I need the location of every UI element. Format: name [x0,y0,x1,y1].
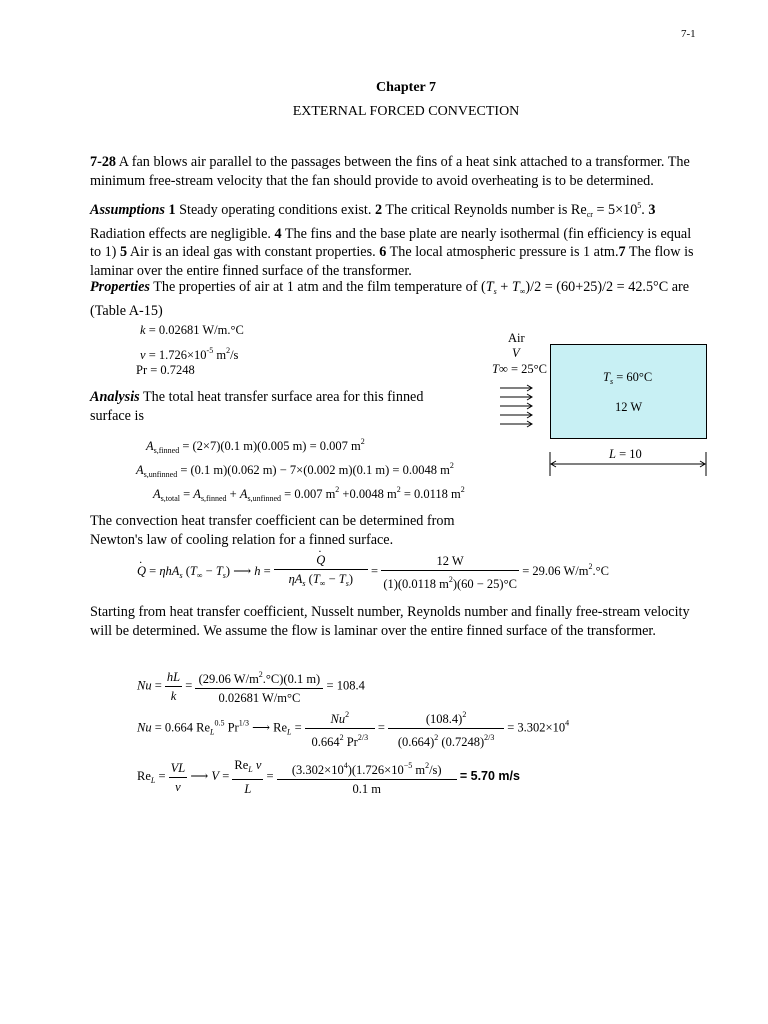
convection-paragraph: The convection heat transfer coefficient can be determined from Newton's law of cooling relation for a finned surface. [90,513,455,548]
h-eq-numerator: 12 W [381,553,519,571]
assumption-value: = 5×10 [596,202,638,218]
h-eq-denominator: (1)(0.0118 m [383,576,449,591]
assumption-number: 3 [648,202,656,218]
nu-eq-denominator: 0.02681 W/m°C [218,691,301,705]
assumption-text: The critical Reynolds number is Re [385,202,587,218]
analysis-paragraph [90,388,460,425]
area-total-a: = 0.007 m [284,487,336,501]
nu-eq-result: = 108.4 [326,678,365,693]
area-unfinned-equation: $A_{s,unfinned} = (0.1$ m)(0.062 m) − 7×(0.002 m)(0.1 m) = 0.0048 $m^2$ [136,461,454,479]
figure-power: 12 W [615,400,643,414]
chapter-title: EXTERNAL FORCED CONVECTION [292,104,520,119]
chapter-heading: Chapter 7 [375,80,437,95]
properties-text: The properties of air at 1 atm and the film temperature of ( [153,279,486,295]
re-eq-prefix: = 0.664 Re [154,720,211,735]
area-total-equation: $A_{s,total} = A_{s,finned} + A_{s,unfinned} = 0.007$ $m^2 +0.0048$ $m^2 = 0.0118$ $m^2$ [153,485,465,503]
property-nu-exp: -5 [206,346,214,355]
assumption-text: The flow is laminar over the entire finned surface of the transformer. [90,244,694,279]
assumption-subscript: cr [586,210,593,219]
h-equation: Q · = ηhA$_s$ $(T_\infty - T_s)$ ⟶ h = $\frac{Q \cdot}{\eta A_s (T_\infty - T_s)}$ = $\frac{12 W}{(1)(0.0118 m^2)(60 - 25)^\circ C}$ = 29.06 $W/m^2.^\circ C$ [137,552,609,592]
assumption-number: 2 [374,202,383,218]
assumption-number: 1 [168,202,176,218]
property-k: k = 0.02681 W/m.°C [140,323,244,337]
assumption-text: Steady operating conditions exist. [179,202,372,218]
assumptions-paragraph: Assumptions 1 Steady operating conditions exist. 2 The critical Reynolds number is $Re_{cr} = 5\times 10^5$. 3 Radiation effects are negligible. 4 The fins and the base plate are nearly isothermal (fin efficiency is equal to 1) 5 Air is an ideal gas with constant properties. 6 The local atmospheric pressure is 1 atm.7 The flow is laminar over the entire finned surface of the transformer. [90,201,694,279]
problem-number: 7-28 [90,154,117,170]
property-nu-units: m [216,348,227,362]
velocity-result: = 5.70 m/s [459,768,520,783]
h-eq-result: = 29.06 W/m [522,563,589,578]
assumption-number: 4 [274,225,282,242]
re-eq-den-b: (0.664) [397,735,435,749]
area-finned-value: = (2×7)(0.1 m)(0.005 m) = 0.007 m [182,439,361,453]
v-eq-num-c: /s) [429,762,442,777]
nu-eq-numerator-end: .°C)(0.1 m) [262,672,321,686]
air-flow-arrows-icon [498,384,540,430]
figure-length: L = 10 [609,447,642,461]
area-total-b: +0.0048 m [342,487,397,501]
transformer-block [550,344,707,439]
assumption-number: 7 [618,244,626,260]
figure-tinf-value: = 25°C [511,362,548,376]
analysis-text: The total heat transfer surface area for this finned surface is [90,389,424,424]
figure-length-value: = 10 [619,447,642,461]
v-eq-num-a: (3.302×10 [291,762,344,777]
page-number: 7-1 [681,28,696,40]
figure-air-label: Air [508,331,525,345]
velocity-equation: $Re_L$ = $\frac{VL}{\nu}$ ⟶ V = $\frac{Re_L \nu}{L}$ = $\frac{(3.302\times 10^4)(1.726\times 10^{-5} m^2/s)}{0.1 m}$ = 5.70 m/s [137,758,520,796]
re-eq-den-c: (0.7248) [441,735,485,749]
assumption-text: The local atmospheric pressure is 1 atm. [389,244,619,260]
properties-label: Properties [90,279,150,295]
reynolds-equation: Nu = 0.664 $Re_L^{0.5}$ $Pr^{1/3}$ ⟶ $Re_L$ = $\frac{Nu^2}{0.664^2 Pr^{2/3}}$ = $\frac{(108.4)^2}{(0.664)^2 (0.7248)^{2/3}}$ = $3.302\times 10^4$ [137,707,569,750]
assumption-number: 6 [379,244,387,260]
nu-eq-numerator: (29.06 W/m [198,672,259,686]
property-nu-value: = 1.726×10 [148,348,207,362]
h-eq-result-units: .°C [592,563,609,578]
problem-text: A fan blows air parallel to the passages between the fins of a heat sink attached to a transformer. The minimum free-stream velocity that the fan should provide to avoid overheating is to be determined. [90,154,690,189]
h-eq-denominator-end: )(60 − 25)°C [452,576,517,591]
method-paragraph: Starting from heat transfer coefficient, Nusselt number, Reynolds number and finally free-stream velocity will be determined. We assume the flow is laminar over the entire finned surface of the transformer. [90,604,690,639]
re-eq-numerator: (108.4) [425,712,463,726]
re-eq-den-a: 0.664 [311,735,340,749]
assumption-exponent: 5 [637,201,642,210]
figure-velocity-label: V [512,346,520,360]
figure-tinf: T∞ = 25°C [492,362,548,376]
v-eq-num-b: )(1.726×10 [347,762,404,777]
property-nu-units-end: /s [230,348,239,362]
re-eq-result: = 3.302×10 [507,720,566,735]
assumption-text: Radiation effects are negligible. [90,225,271,242]
area-total-c: = 0.0118 m [403,487,461,501]
figure-ts-value: = 60°C [616,370,653,384]
properties-paragraph: Properties The properties of air at 1 atm and the film temperature of $(T_s + T_\infty)/2 = (60+25)/2 = 42.5^\circ C$ are (Table A-15) [90,279,690,319]
area-unfinned-value: = (0.1 m)(0.062 m) − 7×(0.002 m)(0.1 m) = 0.0048 m [180,463,450,477]
property-k-value: = 0.02681 W/m.°C [148,323,244,337]
properties-text-end: )/2 = (60+25)/2 = 42.5°C are (Table A-15) [90,279,690,319]
analysis-label: Analysis [90,389,140,405]
assumption-number: 5 [119,244,128,260]
property-nu: $\nu = 1.726\times 10^{-5}$ $m^2/s$ [140,346,239,362]
area-finned-equation: $A_{s,finned} = (2\times 7)(0.1$ m)(0.005 m) = 0.007 $m^2$ [146,437,365,455]
nusselt-equation: Nu = $\frac{hL}{k}$ = $\frac{(29.06 W/m^2.^\circ C)(0.1 m)}{0.02681 W/m^\circ C}$ = 108.4 [137,667,365,706]
property-pr: Pr = 0.7248 [136,363,195,377]
assumption-text: The fins and the base plate are nearly isothermal (fin efficiency is equal to 1) [90,225,692,260]
problem-statement [90,153,704,190]
v-eq-denominator: 0.1 m [352,781,381,796]
assumption-text: Air is an ideal gas with constant properties. [129,244,376,260]
assumptions-label: Assumptions [90,202,165,218]
figure-surface-temp: $T_s = 60^\circ C$ [603,370,653,386]
